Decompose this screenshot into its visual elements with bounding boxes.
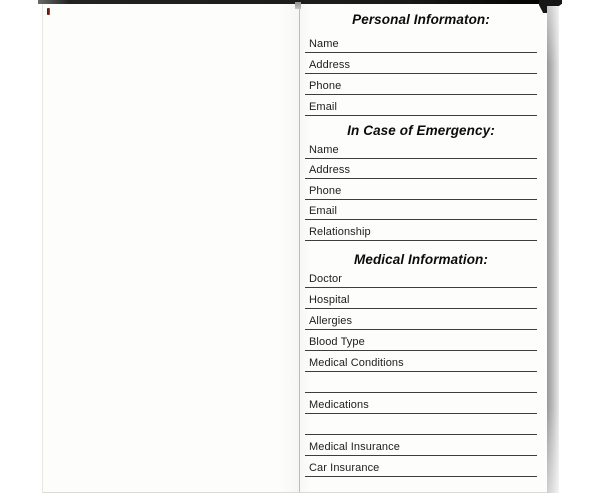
left-page-blank: [43, 4, 299, 492]
form-row: [305, 53, 537, 74]
field-label: Phone: [309, 80, 342, 92]
scan-right-edge-shadow: [547, 6, 559, 493]
form-row: [305, 95, 537, 116]
form-row-blank: [305, 414, 537, 435]
print-mark-icon: [47, 8, 50, 15]
field-label: Medical Conditions: [309, 356, 404, 369]
form-section: [301, 124, 547, 241]
form-row: [305, 309, 537, 330]
form-row: [305, 456, 537, 477]
form-row: [305, 351, 537, 372]
form-row: [305, 330, 537, 351]
field-label: Hospital: [309, 293, 350, 306]
form-page: [301, 5, 547, 492]
field-label: Address: [309, 59, 351, 71]
form-row: [305, 74, 537, 95]
booklet-spread: [42, 4, 547, 493]
form-row: [305, 393, 537, 414]
field-label: Email: [309, 205, 338, 217]
form-row: [305, 179, 537, 200]
form-row: [305, 32, 537, 53]
form-row: [305, 220, 537, 241]
field-label: Name: [309, 38, 339, 50]
field-label: Car Insurance: [309, 461, 380, 474]
form-section: [301, 13, 547, 116]
field-label: Phone: [309, 184, 342, 197]
form-row-blank: [305, 372, 537, 393]
form-row: [305, 435, 537, 456]
field-label: Medications: [309, 398, 369, 411]
field-label: Email: [309, 101, 338, 113]
field-label: Name: [309, 143, 339, 156]
form-row: [305, 138, 537, 159]
form-sections: [301, 13, 547, 477]
field-label: Allergies: [309, 314, 353, 327]
form-row: [305, 200, 537, 221]
form-section: [301, 253, 547, 477]
field-label: Address: [309, 164, 351, 176]
section-title: In Case of Emergency:: [347, 123, 495, 138]
fold-top-shadow: [295, 2, 301, 9]
field-label: Blood Type: [309, 335, 365, 348]
page-fold-divider: [299, 4, 300, 492]
form-row: [305, 288, 537, 309]
field-label: Medical Insurance: [309, 440, 400, 453]
form-row: [305, 159, 537, 180]
section-title: Medical Information:: [353, 251, 488, 267]
field-label: Relationship: [309, 225, 371, 238]
form-row: [305, 267, 537, 288]
section-title: Personal Informaton:: [352, 12, 490, 27]
field-label: Doctor: [309, 272, 342, 285]
